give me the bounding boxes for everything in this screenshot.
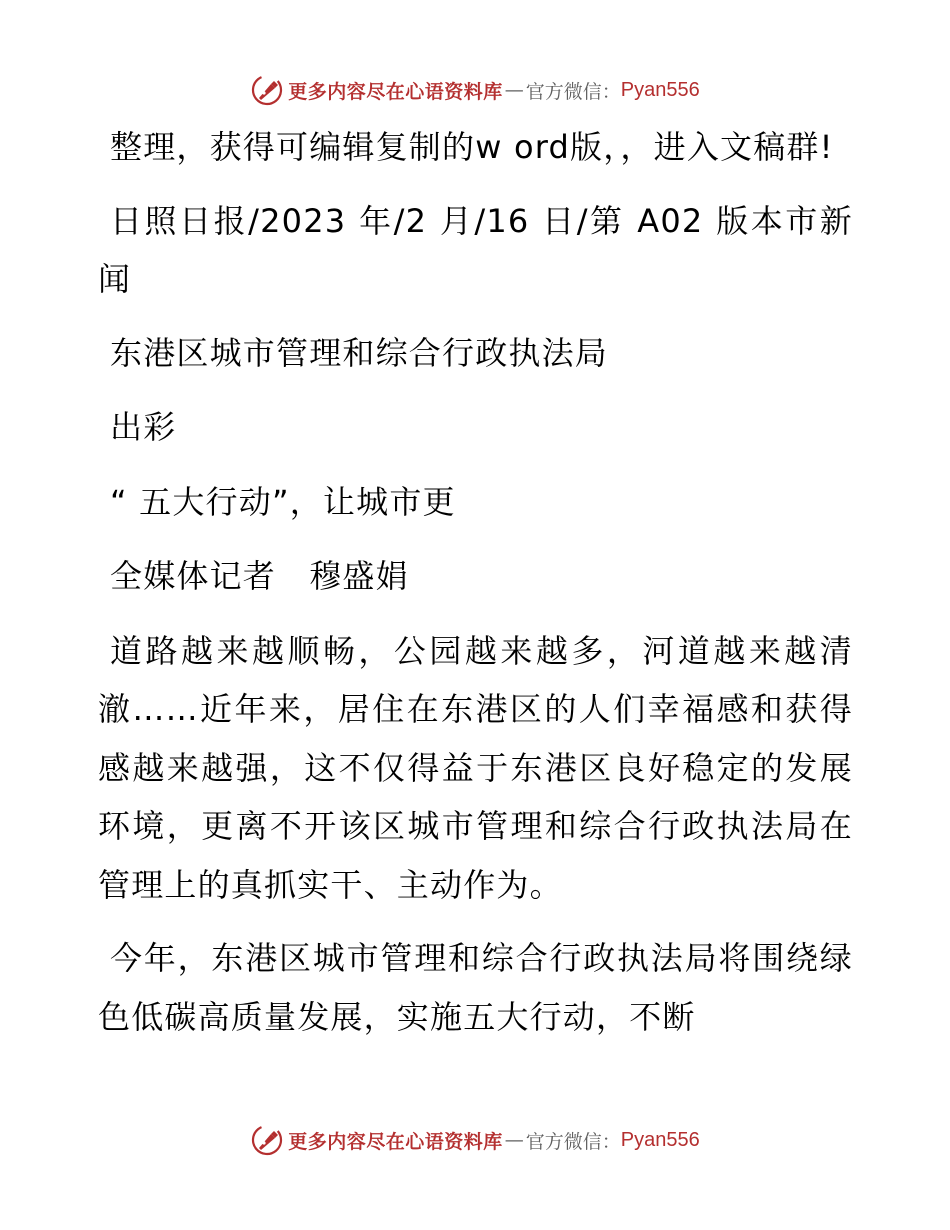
banner-wechat-label: 官方微信：: [525, 1130, 621, 1153]
pen-logo-icon: [250, 73, 284, 107]
headline-line-3: “ 五大行动”，让城市更: [110, 482, 456, 521]
banner-dash: —: [504, 79, 524, 101]
footer-banner: [0, 1120, 950, 1160]
intro-paragraph: 整理，获得可编辑复制的w ord版，，进入文稿群!: [110, 128, 834, 166]
pen-logo-icon: [250, 1123, 284, 1157]
banner-slogan: 更多内容尽在心语资料库: [288, 80, 503, 103]
banner-wechat-label: 官方微信：: [525, 80, 621, 103]
body-paragraph-2: 今年，东港区城市管理和综合行政执法局将围绕绿色低碳高质量发展，实施五大行动，不断: [98, 939, 853, 1036]
banner-wechat-id: Pyan556: [620, 78, 700, 101]
banner-dash: —: [504, 1129, 524, 1151]
article-body: [98, 118, 853, 1046]
headline-line-1: 东港区城市管理和综合行政执法局: [110, 333, 609, 372]
banner-slogan: 更多内容尽在心语资料库: [288, 1130, 503, 1153]
source-line: 日照日报/2023 年/2 月/16 日/第 A02 版本市新闻: [98, 201, 853, 298]
byline: 全媒体记者 穆盛娟: [110, 557, 409, 595]
headline-line-2: 出彩: [110, 408, 177, 446]
banner-wechat-id: Pyan556: [620, 1128, 700, 1151]
body-paragraph-1: 道路越来越顺畅，公园越来越多，河道越来越清澈……近年来，居住在东港区的人们幸福感和获得感越来越强，这不仅得益于东港区良好稳定的发展环境，更离不开该区城市管理和综合行政执法局在管理上的真抓实干、主动作为。: [98, 631, 853, 904]
header-banner: [0, 70, 950, 110]
